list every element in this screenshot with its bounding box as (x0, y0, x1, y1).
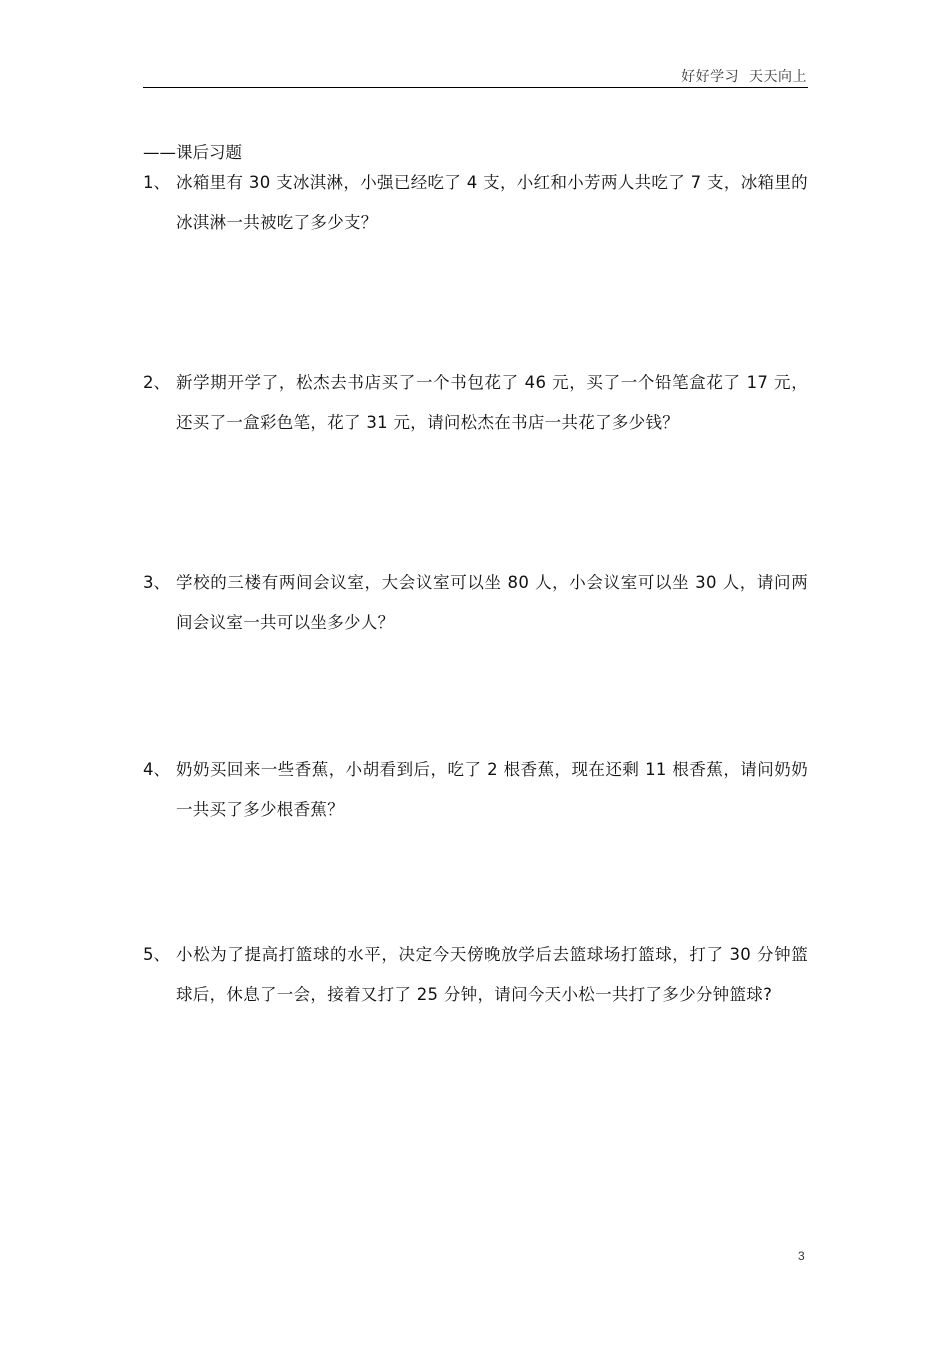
page-number: 3 (798, 1249, 805, 1263)
page-header-text: 好好学习 天天向上 (681, 69, 807, 85)
problem-number: 1、 (143, 173, 170, 192)
section-title: ——课后习题 (143, 143, 242, 162)
problem-number: 2、 (143, 373, 170, 392)
problem-5 (143, 935, 808, 1015)
problem-text: 冰箱里有 30 支冰淇淋，小强已经吃了 4 支，小红和小芳两人共吃了 7 支，冰箱里的冰淇淋一共被吃了多少支？ (176, 173, 808, 232)
problem-text: 奶奶买回来一些香蕉，小胡看到后，吃了 2 根香蕉，现在还剩 11 根香蕉，请问奶奶一共买了多少根香蕉？ (176, 760, 808, 819)
problem-4 (143, 750, 808, 830)
problem-number: 3、 (143, 573, 170, 592)
problem-1 (143, 163, 808, 243)
problem-text: 学校的三楼有两间会议室，大会议室可以坐 80 人，小会议室可以坐 30 人，请问两间会议室一共可以坐多少人？ (176, 573, 808, 632)
problem-text: 小松为了提高打篮球的水平，决定今天傍晚放学后去篮球场打篮球，打了 30 分钟篮球后，休息了一会，接着又打了 25 分钟，请问今天小松一共打了多少分钟篮球? (176, 945, 808, 1004)
header-rule (143, 87, 808, 88)
problem-3 (143, 563, 808, 643)
problem-text: 新学期开学了，松杰去书店买了一个书包花了 46 元，买了一个铅笔盒花了 17 元，还买了一盒彩色笔，花了 31 元，请问松杰在书店一共花了多少钱？ (176, 373, 808, 432)
problem-number: 4、 (143, 760, 170, 779)
problem-number: 5、 (143, 945, 170, 964)
problem-2 (143, 363, 808, 443)
